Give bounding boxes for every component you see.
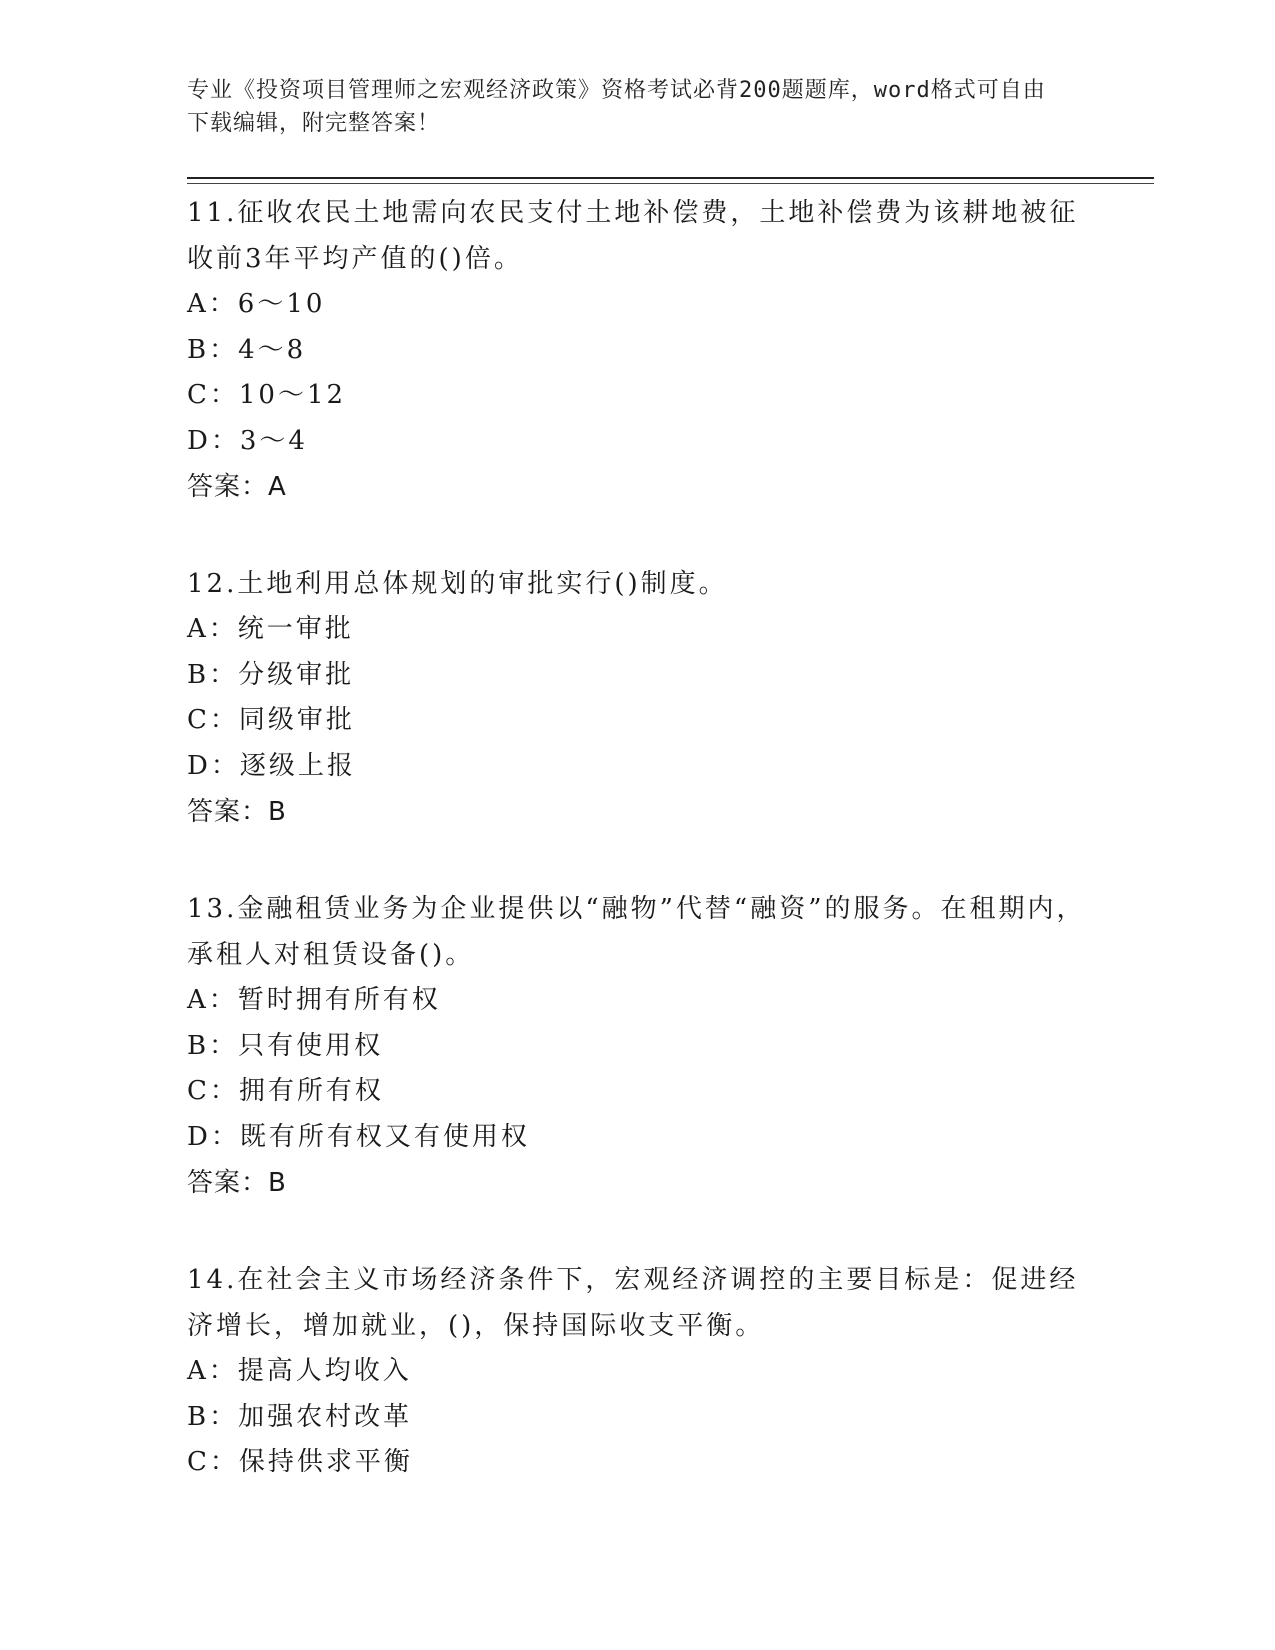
option-c: C：10～12 bbox=[187, 380, 347, 410]
option-b: B：只有使用权 bbox=[187, 1030, 384, 1061]
option-a: A：提高人均收入 bbox=[187, 1356, 412, 1386]
option-d: D：3～4 bbox=[187, 425, 308, 456]
option-c: C：拥有所有权 bbox=[187, 1076, 384, 1106]
option-c: C：保持供求平衡 bbox=[187, 1447, 413, 1477]
question-list bbox=[187, 190, 1087, 1537]
question-14 bbox=[187, 1257, 1087, 1486]
answer-line bbox=[187, 1160, 1087, 1206]
answer-label: 答案： bbox=[187, 1168, 269, 1198]
question-text: 12.土地利用总体规划的审批实行()制度。 bbox=[187, 569, 728, 599]
answer-label: 答案： bbox=[187, 797, 269, 827]
question-text: 13.金融租赁业务为企业提供以“融物”代替“融资”的服务。在租期内，承租人对租赁设备()。 bbox=[187, 894, 1086, 970]
option-a: A：统一审批 bbox=[187, 614, 354, 644]
option-c: C：同级审批 bbox=[187, 705, 355, 735]
answer-value: A bbox=[268, 472, 287, 502]
document-header: 专业《投资项目管理师之宏观经济政策》资格考试必背200题题库，word格式可自由下载编辑，附完整答案！ bbox=[187, 78, 1046, 136]
question-13 bbox=[187, 886, 1087, 1206]
header-rule-thick bbox=[187, 177, 1154, 179]
option-b: B：分级审批 bbox=[187, 659, 355, 690]
answer-line bbox=[187, 789, 1087, 835]
option-a: A：暂时拥有所有权 bbox=[187, 985, 441, 1015]
option-d: D：逐级上报 bbox=[187, 750, 356, 781]
option-d: D：既有所有权又有使用权 bbox=[187, 1121, 530, 1152]
question-11 bbox=[187, 190, 1087, 510]
question-12 bbox=[187, 561, 1087, 835]
question-text: 14.在社会主义市场经济条件下，宏观经济调控的主要目标是：促进经济增长，增加就业，()，保持国际收支平衡。 bbox=[187, 1265, 1079, 1341]
question-text: 11.征收农民土地需向农民支付土地补偿费，土地补偿费为该耕地被征收前3年平均产值的()倍。 bbox=[187, 198, 1079, 274]
answer-label: 答案： bbox=[187, 472, 269, 502]
option-b: B：4～8 bbox=[187, 334, 307, 365]
answer-value: B bbox=[268, 1168, 287, 1198]
header-rule-thin bbox=[187, 183, 1154, 184]
option-a: A：6～10 bbox=[187, 289, 326, 319]
answer-line bbox=[187, 464, 1087, 510]
answer-value: B bbox=[268, 797, 287, 827]
option-b: B：加强农村改革 bbox=[187, 1401, 413, 1432]
